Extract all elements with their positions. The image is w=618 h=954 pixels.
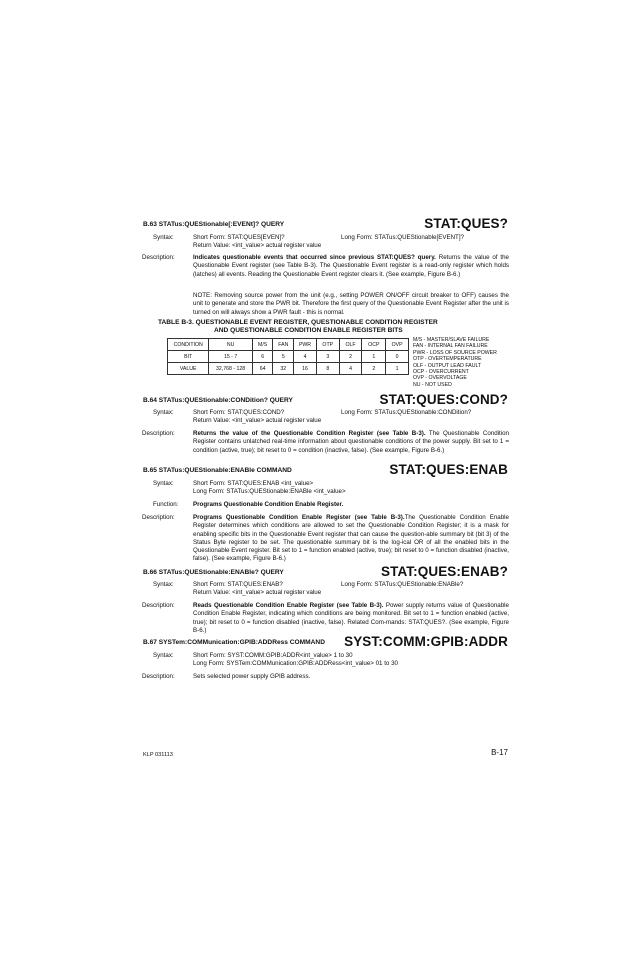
table-cell: BIT: [168, 351, 209, 363]
b63-description-label: Description:: [142, 254, 175, 261]
table-b3-value-row: [168, 363, 409, 375]
table-cell: 3: [316, 351, 339, 363]
table-cell: 8: [316, 363, 339, 375]
table-b3-title-line1: TABLE B-3. QUESTIONABLE EVENT REGISTER, QUESTIONABLE CONDITION REGISTER: [158, 319, 438, 326]
section-b63-command: STAT:QUES?: [424, 216, 508, 231]
b64-description: [193, 430, 509, 455]
b63-long-form: Long Form: STATus:QUEStionable[EVENT]?: [341, 234, 464, 241]
table-cell: NU: [209, 339, 252, 351]
legend-item: OLF - OUTPUT LEAD FAULT: [413, 362, 482, 369]
table-cell: 5: [273, 351, 294, 363]
table-cell: 16: [294, 363, 317, 375]
table-cell: 15 - 7: [209, 351, 252, 363]
legend-item: M/S - MASTER/SLAVE FAILURE: [413, 337, 490, 343]
b66-description-lead: Reads Questionable Condition Enable Register (see Table B-3).: [193, 602, 384, 609]
b67-syntax-label: Syntax:: [153, 652, 174, 659]
b65-description-label: Description:: [142, 514, 175, 521]
table-b3-title-line2: AND QUESTIONABLE CONDITION ENABLE REGISTER BITS: [214, 327, 403, 334]
b65-function-label: Function:: [153, 501, 179, 508]
b64-short-form: Short Form: STAT:QUES:COND?: [193, 409, 285, 416]
legend-item: NU - NOT USED: [413, 381, 452, 388]
table-cell: VALUE: [168, 363, 209, 375]
b63-description-body: Returns the value of the Questionable Event register (see Table B-3). The Questionable Event register is a read-only register which holds (latches) all events. Reading the Questionable Event register clears it. (See example, Figure B-6.): [193, 254, 509, 278]
b65-syntax-label: Syntax:: [153, 480, 174, 487]
b65-short-form: Short Form: STAT:QUES:ENAB <int_value>: [193, 480, 314, 487]
table-b3: [167, 338, 409, 375]
legend-item: PWR - LOSS OF SOURCE POWER: [413, 349, 497, 356]
table-cell: 1: [386, 363, 409, 375]
table-cell: 32,768 - 128: [209, 363, 252, 375]
section-b65-command: STAT:QUES:ENAB: [389, 462, 508, 477]
table-cell: 4: [339, 363, 362, 375]
table-cell: 2: [362, 363, 386, 375]
b67-description: Sets selected power supply GPIB address.: [193, 673, 311, 680]
b65-description-body: The Questionable Condition Enable Register determines which conditions are allowed to set the Questionable Condition Register; it is a mask for enabling specific bits in the Questionable Event register that can cause the question-able summary bit (bit 3) of the Status Byte register to be set. The questionable summary bit is the log-ical OR of all the enabled bits in the Questionable Event register. Bit set to 1 = function enabled (active, true); bit reset to 0 = function disabled (inactive, false). (See example, Figure B-6.): [193, 514, 509, 563]
b64-syntax-label: Syntax:: [153, 409, 174, 416]
b63-note: NOTE: Removing source power from the unit (e.g., setting POWER ON/OFF circuit breaker to OFF) causes the unit to generate and store the PWR bit. Therefore the first query of the Questionable Event Register after the unit is turned on will always show a PWR fault - this is normal.: [193, 292, 509, 316]
b66-description-body: Power supply returns value of Questionable Condition Enable Register, indicating which conditions are being monitored. Bit set to 1 = function enabled (active, true); bit reset to 0 = function disabled (inactive, false). Related Com-mands: STAT:QUES?. (See example, Figure B-6.): [193, 602, 510, 634]
b66-syntax-label: Syntax:: [153, 581, 174, 588]
b64-long-form: Long Form: STATus:QUEStionable:CONDition?: [341, 409, 472, 416]
b66-long-form: Long Form: STATus:QUEStionable:ENABle?: [341, 581, 464, 588]
b66-return-value: Return Value: <int_value> actual register value: [193, 589, 322, 596]
table-cell: 1: [362, 351, 386, 363]
b67-description-label: Description:: [142, 673, 175, 680]
b65-function-text: Programs Questionable Condition Enable Register.: [193, 501, 344, 508]
b63-return-value: Return Value: <int_value> actual register value: [193, 242, 322, 249]
b63-short-form: Short Form: STAT:QUES[EVEN]?: [193, 234, 285, 241]
legend-item: OCP - OVERCURRENT: [413, 369, 469, 376]
table-b3-header-row: [168, 339, 409, 351]
footer-document-id: KLP 031113: [143, 752, 173, 758]
b65-long-form: Long Form: STATus:QUEStionable:ENABle <int_value>: [193, 488, 346, 495]
legend-item: OVP - OVERVOLTAGE: [413, 375, 467, 382]
footer-page-number: B-17: [491, 748, 508, 757]
section-b66-heading: B.66 STATus:QUEStionable:ENABle? QUERY: [143, 569, 284, 576]
b67-long-form: Long Form: SYSTem:COMMunication:GPIB:ADDRess<int_value> 01 to 30: [193, 660, 398, 667]
b66-short-form: Short Form: STAT:QUES:ENAB?: [193, 581, 283, 588]
table-cell: OTP: [316, 339, 339, 351]
section-b64-heading: B.64 STATus:QUEStionable:CONDition? QUERY: [143, 397, 293, 404]
section-b63-heading: B.63 STATus:QUEStionable[:EVENt]? QUERY: [143, 221, 285, 228]
b66-description-label: Description:: [142, 602, 175, 609]
b66-description: [193, 602, 509, 635]
table-cell: M/S: [252, 339, 273, 351]
table-b3-legend: [413, 337, 497, 388]
table-cell: 2: [339, 351, 362, 363]
section-b67-command: SYST:COMM:GPIB:ADDR: [344, 634, 508, 649]
section-b66-command: STAT:QUES:ENAB?: [381, 564, 508, 579]
table-cell: 6: [252, 351, 273, 363]
table-cell: OVP: [386, 339, 409, 351]
table-cell: 64: [252, 363, 273, 375]
b65-description-lead: Programs Questionable Condition Enable Register (see Table B-3).: [193, 514, 405, 521]
table-cell: OLF: [339, 339, 362, 351]
b67-short-form: Short Form: SYST:COMM:GPIB:ADDR<int_value> 1 to 30: [193, 652, 353, 659]
section-b64-command: STAT:QUES:COND?: [379, 392, 508, 407]
b64-description-label: Description:: [142, 430, 175, 437]
table-cell: FAN: [273, 339, 294, 351]
table-cell: OCP: [362, 339, 386, 351]
table-cell: PWR: [294, 339, 317, 351]
b63-syntax-label: Syntax:: [153, 234, 174, 241]
b64-description-lead: Returns the value of the Questionable Condition Register (see Table B-3).: [193, 430, 426, 437]
legend-item: FAN - INTERNAL FAN FAILURE: [413, 343, 488, 350]
section-b67-heading: B.67 SYSTem:COMMunication:GPIB:ADDRess COMMAND: [143, 639, 325, 646]
b63-description: [193, 254, 509, 279]
b64-return-value: Return Value: <int_value> actual register value: [193, 417, 322, 424]
b63-description-lead: Indicates questionable events that occurred since previous STAT:QUES? query.: [193, 254, 436, 261]
b64-description-body: The Questionable Condition Register contains unlatched real-time information about questionable conditions of the power supply. Bit set to 1 = condition (active, true); bit reset to 0 = condition (inactive, false). (See example, Figure B-6.): [193, 430, 509, 454]
table-b3-bit-row: [168, 351, 409, 363]
table-cell: 0: [386, 351, 409, 363]
table-cell: 4: [294, 351, 317, 363]
section-b65-heading: B.65 STATus:QUEStionable:ENABle COMMAND: [143, 467, 292, 474]
b65-description: [193, 514, 509, 564]
table-cell: 32: [273, 363, 294, 375]
legend-item: OTP - OVERTEMPERATURE: [413, 356, 482, 363]
table-cell: CONDITION: [168, 339, 209, 351]
